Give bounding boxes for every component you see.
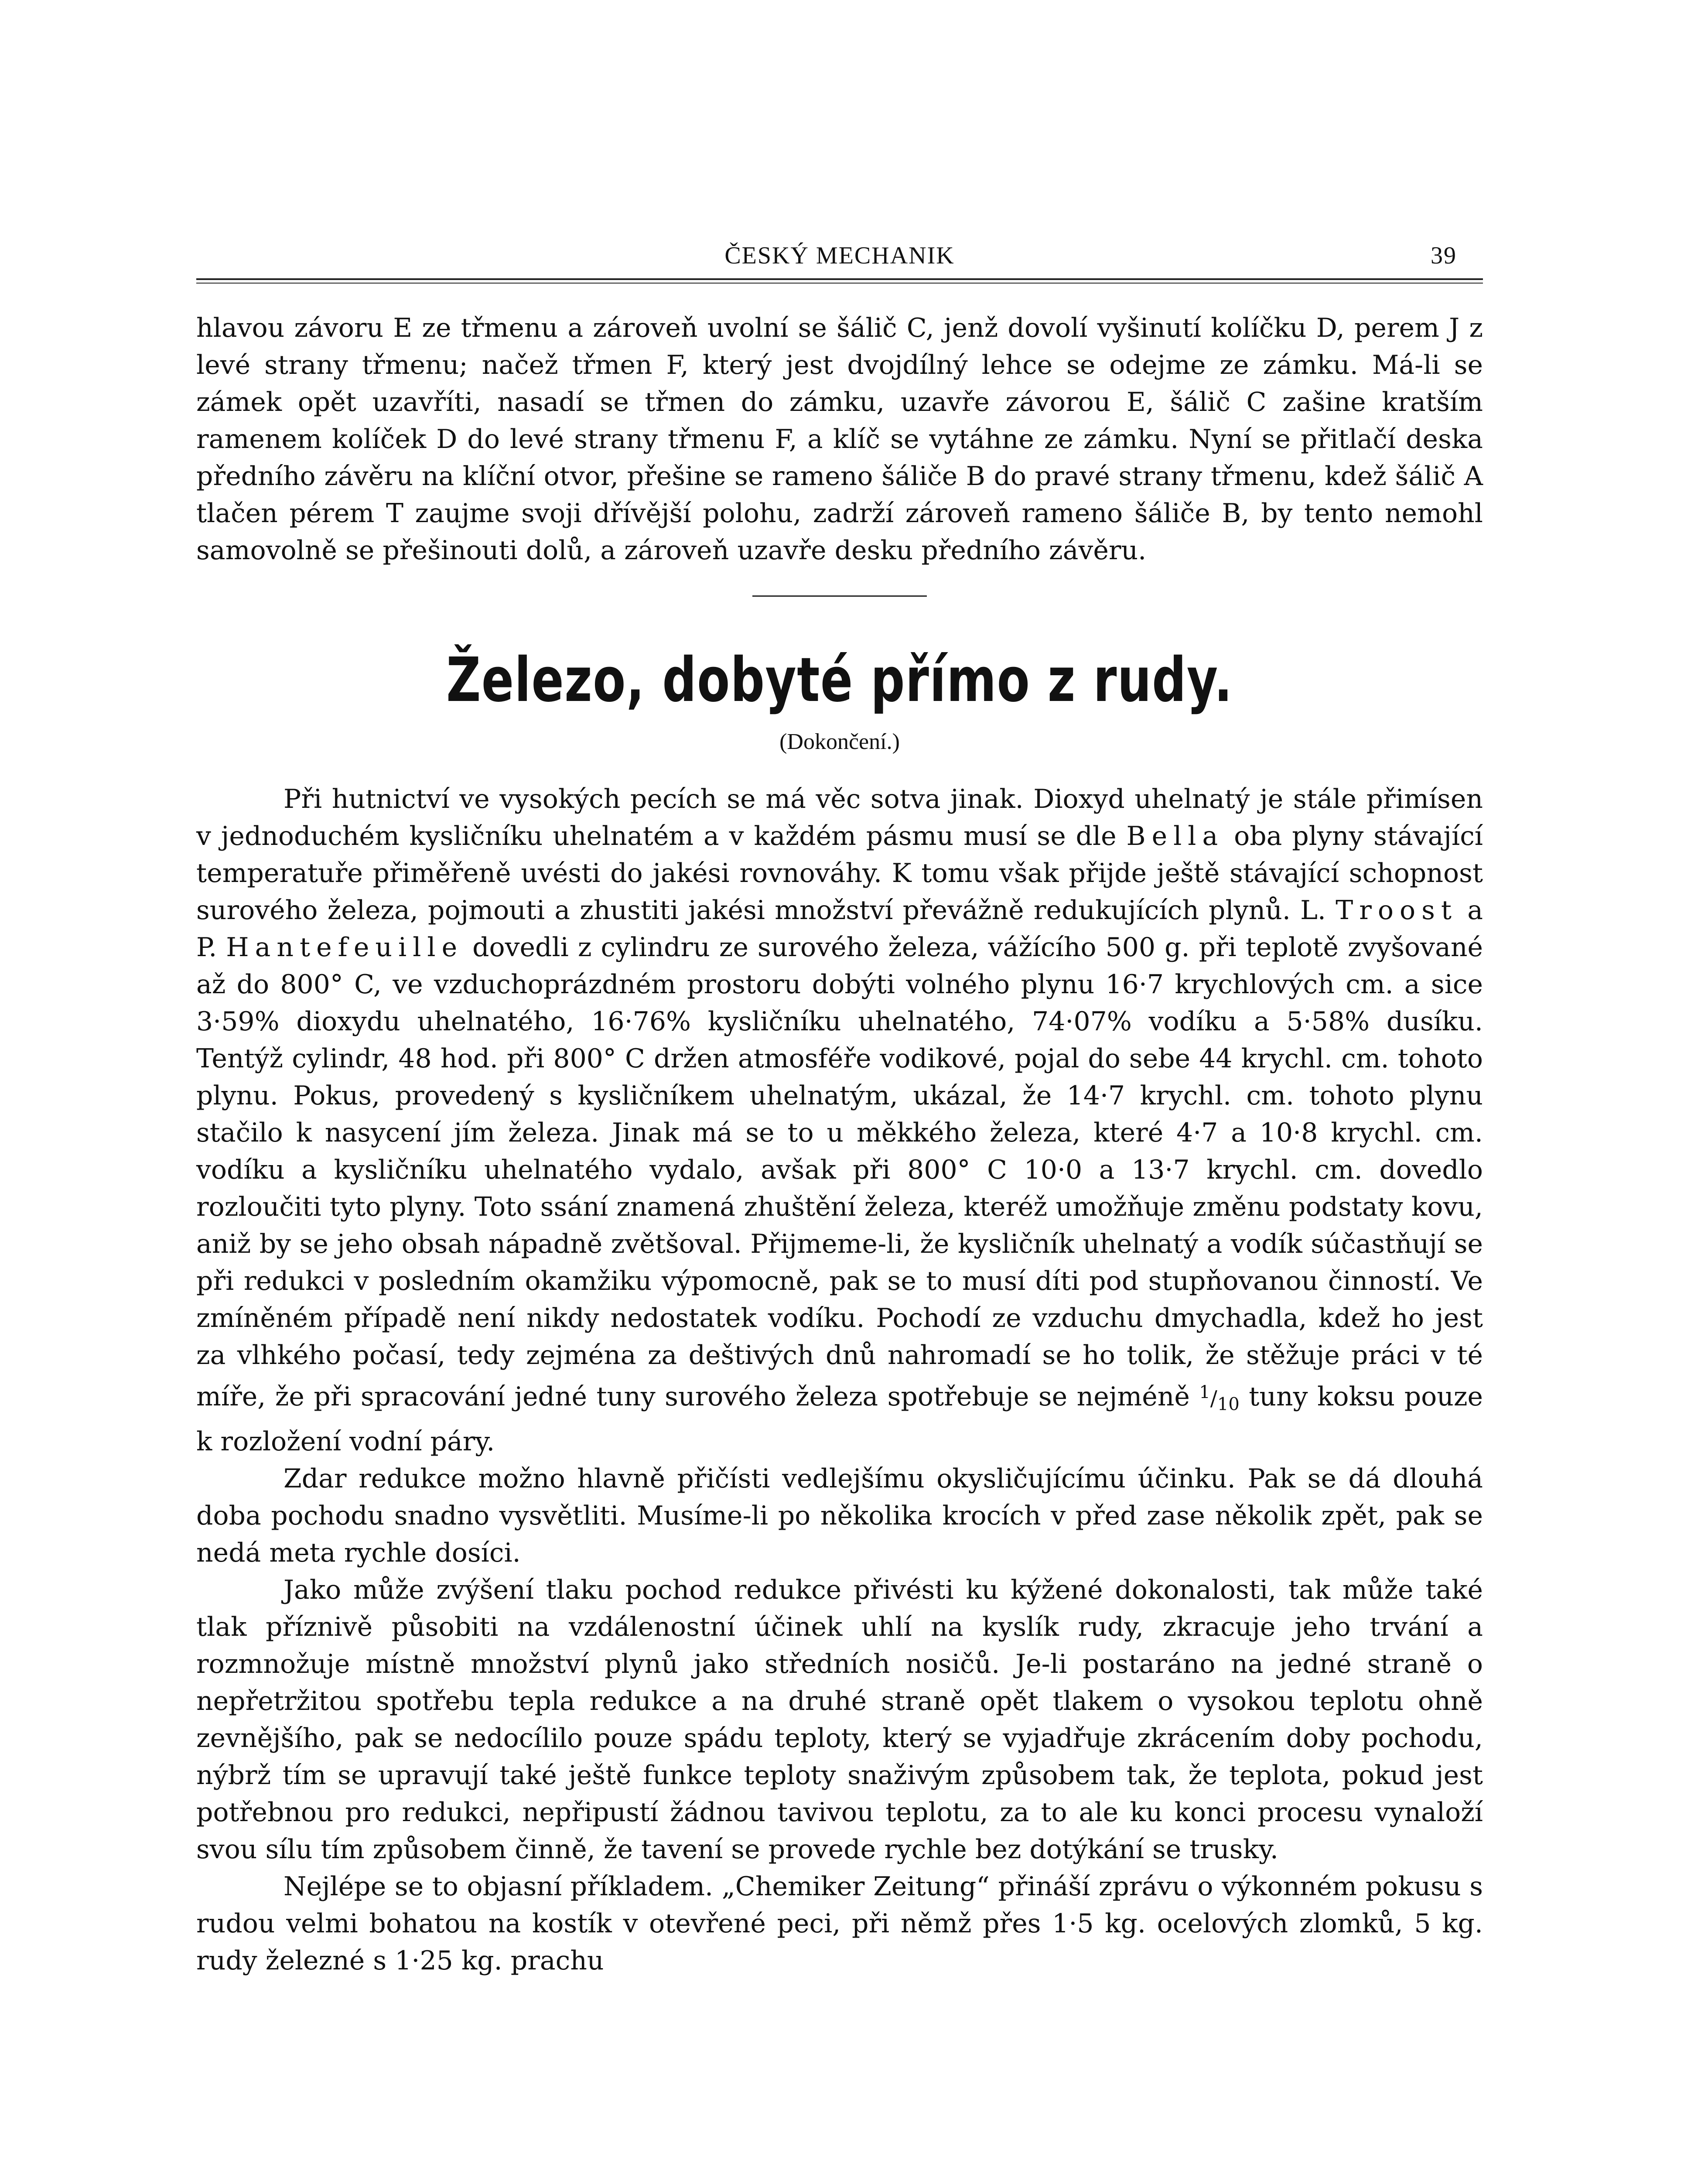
p1-name-bell: Bella: [1126, 821, 1224, 851]
article-paragraph-4: Nejlépe se to objasní příkladem. „Chemiker Zeitung“ přináší zprávu o výkonném pokusu s rudou velmi bohatou na kostík v otevřené peci, při němž přes 1·5 kg. ocelových zlomků, 5 kg. rudy železné s 1·25 kg. prachu: [196, 1871, 1483, 1976]
p1-name-hantefeuille: Hantefeuille: [226, 932, 464, 963]
running-head-title: ČESKÝ MECHANIK: [724, 242, 955, 269]
page-number: 39: [1431, 242, 1457, 269]
header-rule: [196, 278, 1483, 284]
article-paragraph-2: Zdar redukce možno hlavně přičísti vedlejšímu okysličujícímu účinku. Pak se dá dlouhá doba pochodu snadno vysvětliti. Musíme-li po několika krocích v před zase několik zpět, pak se nedá meta rychle dosíci.: [196, 1463, 1483, 1568]
page: [196, 236, 1483, 1979]
p1-fraction: $^1/_{10}$: [1199, 1382, 1240, 1415]
intro-text: [196, 310, 1483, 569]
article-continued-note: (Dokončení.): [779, 729, 900, 754]
p1-text-a: Při hutnictví ve vysokých pecích se má věc sotva jinak. Dioxyd uhelnatý je stále přimísen v jednoduchém kysličníku uhelnatém a v každém pásmu musí se dle: [196, 784, 1483, 851]
fraction-numerator: 1: [1199, 1382, 1210, 1402]
p1-text-c: a P.: [196, 895, 1483, 963]
article-title: Železo, dobyté přímo z rudy.: [446, 645, 1233, 716]
p1-text-d: dovedli z cylindru ze surového železa, vážícího 500 g. při teplotě zvyšované až do 800° C, ve vzduchoprázdném prostoru dobýti volného plynu 16·7 krychlových cm. a sice 3·59% dioxydu uhelnatého, 16·76% kysličníku uhelnatého, 74·07% vodíku a 5·58% dusíku. Tentýž cylindr, 48 hod. při 800° C držen atmosféře vodikové, pojal do sebe 44 krychl. cm. tohoto plynu. Pokus, provedený s kysličníkem uhelnatým, ukázal, že 14·7 krychl. cm. tohoto plynu stačilo k nasycení jím železa. Jinak má se to u měkkého železa, které 4·7 a 10·8 krychl. cm. vodíku a kysličníku uhelnatého vydalo, avšak při 800° C 10·0 a 13·7 krychl. cm. dovedlo rozloučiti tyto plyny. Toto ssání znamená zhuštění železa, kteréž umožňuje změnu podstaty kovu, aniž by se jeho obsah nápadně zvětšoval. Přijmeme-li, že kysličník uhelnatý a vodík súčastňují se při redukci v posledním okamžiku výpomocně, pak se to musí díti pod stupňovanou činností. Ve zmíněném případě není nikdy nedostatek vodíku. Pochodí ze vzduchu dmychadla, kdež ho jest za vlhkého počasí, tedy zejména za deštivých dnů nahromadí se ho tolik, že stěžuje práci v té míře, že při spracování jedné tuny surového železa spotřebuje se nejméně: [196, 932, 1483, 1412]
p1-name-troost: Troost: [1336, 895, 1458, 926]
section-divider: [752, 595, 927, 597]
p1-text-b: oba plyny stávající temperatuře přiměřeně uvésti do jakési rovnováhy. K tomu však přijde ještě stávající schopnost surového železa, pojmouti a zhustiti jakési množství převážně redukujících plynů. L.: [196, 821, 1483, 926]
running-head: [196, 236, 1483, 270]
fraction-denominator: 10: [1217, 1394, 1240, 1415]
p1-text-e: tuny koksu pouze k rozložení vodní páry.: [196, 1381, 1483, 1457]
article-body: [196, 781, 1483, 1979]
article-paragraph-3: Jako může zvýšení tlaku pochod redukce přivésti ku kýžené dokonalosti, tak může také tlak příznivě působiti na vzdálenostní účinek uhlí na kyslík rudy, zkracuje jeho trvání a rozmnožuje místně množství plynů jako středních nosičů. Je-li postaráno na jedné straně o nepřetržitou spotřebu tepla redukce a na druhé straně opět tlakem o vysokou teplotu ohně zevnějšího, pak se nedocílilo pouze spádu teploty, který se vyjadřuje zkrácením doby pochodu, nýbrž tím se upravují také ještě funkce teploty snaživým způsobem tak, že teplota, pokud jest potřebnou pro redukci, nepřipustí žádnou tavivou teplotu, za to ale ku konci procesu vynaloží svou sílu tím způsobem činně, že tavení se provede rychle bez dotýkání se trusky.: [196, 1574, 1483, 1865]
article-paragraph-1: [196, 781, 1483, 1460]
intro-paragraph: hlavou závoru E ze třmenu a zároveň uvolní se šálič C, jenž dovolí vyšinutí kolíčku D, perem J z levé strany třmenu; načež třmen F, který jest dvojdílný lehce se odejme ze zámku. Má-li se zámek opět uzavříti, nasadí se třmen do zámku, uzavře závorou E, šálič C zašine kratším ramenem kolíček D do levé strany třmenu F, a klíč se vytáhne ze zámku. Nyní se přitlačí deska předního závěru na klíční otvor, přešine se rameno šáliče B do pravé strany třmenu, kdež šálič A tlačen pérem T zaujme svoji dřívější polohu, zadrží zároveň rameno šáliče B, by tento nemohl samovolně se přešinouti dolů, a zároveň uzavře desku předního závěru.: [196, 313, 1483, 566]
